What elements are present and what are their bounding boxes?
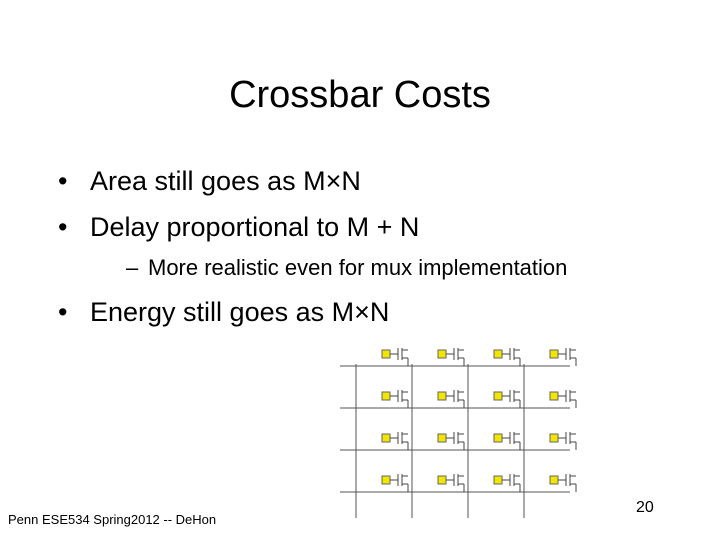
- config-bit-cell: [494, 392, 502, 400]
- config-bit-cell: [550, 434, 558, 442]
- config-bit-cell: [494, 434, 502, 442]
- footer-text: Penn ESE534 Spring2012 -- DeHon: [8, 512, 217, 527]
- config-bit-cell: [438, 392, 446, 400]
- config-bit-cell: [382, 434, 390, 442]
- bullet-2: [58, 211, 419, 243]
- pass-transistor-switch: [446, 432, 464, 450]
- bullet-3: [58, 296, 389, 328]
- config-bit-cell: [494, 476, 502, 484]
- sub-bullet-text: More realistic even for mux implementation: [148, 255, 568, 280]
- bullet-1: [58, 165, 361, 197]
- pass-transistor-switch: [390, 432, 408, 450]
- crossbar-switch-diagram: [340, 332, 600, 518]
- bullet-text: Delay proportional to M + N: [90, 212, 420, 242]
- pass-transistor-switch: [502, 348, 520, 366]
- sub-bullet-glyph: –: [126, 255, 139, 280]
- pass-transistor-switch: [390, 474, 408, 492]
- pass-transistor-switch: [502, 474, 520, 492]
- config-bit-cell: [438, 350, 446, 358]
- pass-transistor-switch: [390, 390, 408, 408]
- pass-transistor-switch: [446, 348, 464, 366]
- config-bit-cell: [382, 392, 390, 400]
- bullet-glyph: •: [58, 212, 68, 242]
- bullet-glyph: •: [58, 297, 68, 327]
- pass-transistor-switch: [558, 432, 576, 450]
- bullet-text: Energy still goes as M×N: [90, 297, 390, 327]
- config-bit-cell: [438, 434, 446, 442]
- bullet-text: Area still goes as M×N: [90, 166, 361, 196]
- config-bit-cell: [550, 476, 558, 484]
- pass-transistor-switch: [446, 474, 464, 492]
- pass-transistor-switch: [390, 348, 408, 366]
- config-bit-cell: [550, 350, 558, 358]
- slide-title: Crossbar Costs: [229, 74, 491, 116]
- config-bit-cell: [550, 392, 558, 400]
- config-bit-cell: [494, 350, 502, 358]
- pass-transistor-switch: [446, 390, 464, 408]
- pass-transistor-switch: [558, 390, 576, 408]
- sub-bullet-1: [126, 254, 567, 282]
- page-number: 20: [636, 499, 654, 516]
- pass-transistor-switch: [558, 348, 576, 366]
- config-bit-cell: [382, 350, 390, 358]
- bullet-glyph: •: [58, 166, 68, 196]
- config-bit-cell: [438, 476, 446, 484]
- config-bit-cell: [382, 476, 390, 484]
- pass-transistor-switch: [502, 432, 520, 450]
- pass-transistor-switch: [558, 474, 576, 492]
- pass-transistor-switch: [502, 390, 520, 408]
